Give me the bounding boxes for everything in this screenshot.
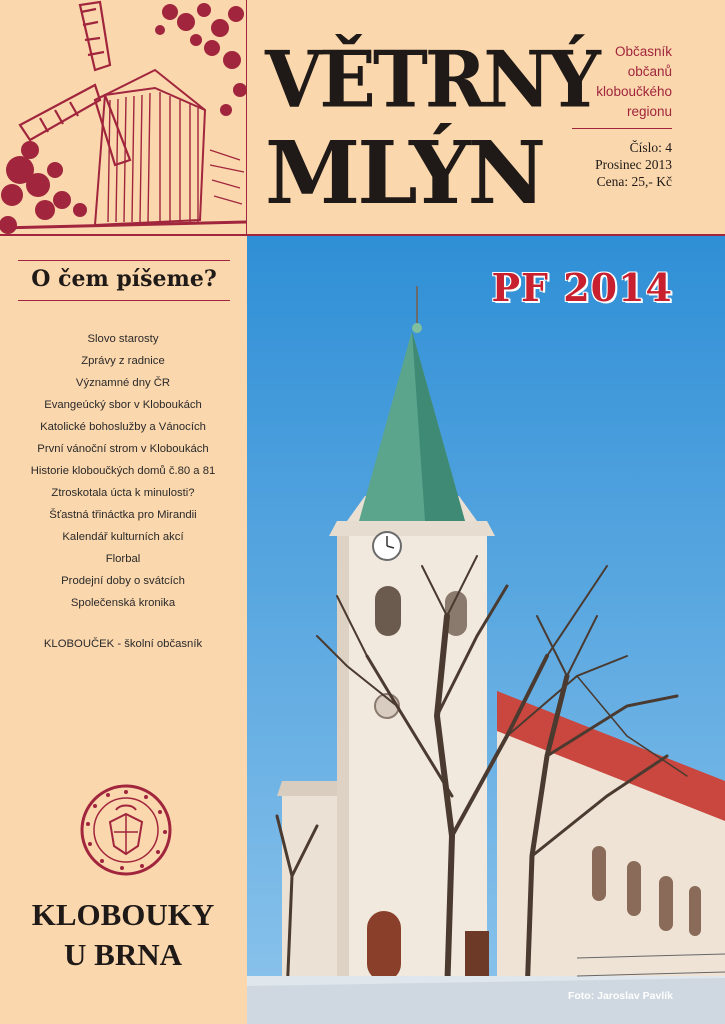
toc-item: Historie kloboučkých domů č.80 a 81 (30, 465, 216, 477)
town-line-2: U BRNA (64, 937, 182, 972)
windmill-engraving-icon (0, 0, 246, 234)
issue-date: Prosinec 2013 (595, 157, 672, 172)
toc-rule-top (18, 260, 230, 261)
issue-subtitle-3: kloboučkého (596, 84, 672, 99)
issue-subtitle-2: občanů (627, 64, 672, 79)
toc-item: Ztroskotala úcta k minulosti? (51, 487, 195, 499)
masthead-line-1: VĚTRNÝ (265, 34, 598, 126)
town-seal-icon (80, 784, 172, 881)
cover-photo (247, 236, 725, 1024)
toc-item: První vánoční strom v Kloboukách (37, 443, 209, 455)
issue-info (572, 42, 672, 190)
toc-item: Slovo starosty (87, 333, 159, 345)
toc-item: Prodejní doby o svátcích (61, 575, 185, 587)
toc-item: Florbal (105, 553, 141, 565)
cover-greeting: PF 2014 (491, 265, 673, 310)
header-divider (246, 0, 247, 234)
toc-item: Kalendář kulturních akcí (62, 531, 184, 543)
photo-credit: Foto: Jaroslav Pavlík (567, 990, 673, 1002)
toc-extra-item: KLOBOUČEK - školní občasník (43, 638, 203, 650)
toc-item: Katolické bohoslužby a Vánocích (40, 421, 206, 433)
issue-rule (572, 128, 672, 129)
issue-subtitle-4: regionu (626, 104, 672, 119)
issue-number: Číslo: 4 (629, 140, 672, 155)
toc-rule-bottom (18, 300, 230, 301)
town-name (0, 895, 246, 975)
toc-item: Šťastná třináctka pro Mirandii (49, 509, 197, 521)
issue-price: Cena: 25,- Kč (596, 174, 672, 189)
toc-list (0, 330, 246, 616)
toc-heading: O čem píšeme? (31, 266, 217, 292)
toc-item: Zprávy z radnice (81, 355, 165, 367)
toc-item: Evangeúcký sbor v Kloboukách (44, 399, 202, 411)
issue-subtitle-1: Občasník (614, 44, 672, 59)
toc-item: Společenská kronika (70, 597, 176, 609)
masthead-line-2: MLÝN (265, 123, 544, 224)
town-line-1: KLOBOUKY (31, 897, 215, 932)
toc-item: Významné dny ČR (75, 377, 171, 389)
